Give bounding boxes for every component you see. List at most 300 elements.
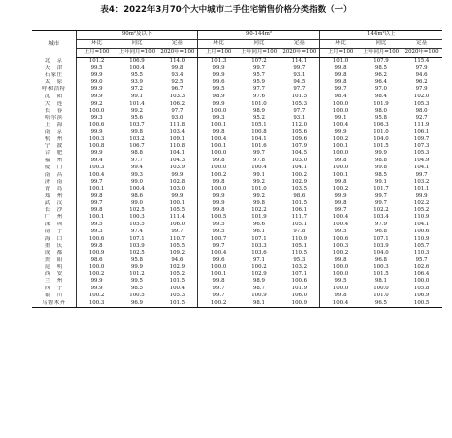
table-row <box>32 165 442 172</box>
index-value: 101.5 <box>169 278 186 285</box>
index-value: 99.1 <box>130 93 143 100</box>
table-row <box>32 136 442 143</box>
index-value: 99.1 <box>374 178 387 185</box>
index-value: 99.7 <box>374 200 387 207</box>
city-name: 乌鲁木齐 <box>32 300 76 308</box>
index-value: 98.0 <box>415 107 428 114</box>
index-value: 100.4 <box>320 122 361 129</box>
index-value: 99.8 <box>198 158 239 165</box>
subheader-mom: 环比 <box>320 40 361 49</box>
index-value: 99.9 <box>198 65 239 72</box>
index-value: 105.2 <box>169 271 186 278</box>
index-value: 99.9 <box>171 193 184 199</box>
index-value: 101.7 <box>373 185 389 192</box>
index-value: 96.8 <box>374 228 387 235</box>
index-value: 99.9 <box>76 150 117 157</box>
index-value: 109.7 <box>413 136 430 143</box>
index-value: 99.5 <box>320 229 361 236</box>
city-name: 济 南 <box>44 178 63 185</box>
index-value: 92.7 <box>415 114 428 121</box>
index-value: 99.3 <box>198 115 239 122</box>
index-value: 100.0 <box>320 150 361 157</box>
index-value: 114.1 <box>291 57 308 64</box>
index-value: 101.5 <box>373 271 389 278</box>
index-value: 99.6 <box>198 79 239 86</box>
index-value: 99.5 <box>198 86 239 93</box>
index-value: 99.8 <box>320 179 361 186</box>
table-row <box>32 236 442 243</box>
index-value: 99.8 <box>198 179 239 186</box>
index-value: 102.8 <box>169 178 186 185</box>
table-row <box>32 300 442 308</box>
index-value: 100.4 <box>129 65 145 71</box>
index-value: 114.0 <box>169 57 186 64</box>
index-value: 100.3 <box>320 243 361 250</box>
index-value: 106.2 <box>169 100 186 107</box>
index-value: 97.8 <box>252 157 265 164</box>
index-value: 100.3 <box>129 214 145 221</box>
index-value: 99.8 <box>76 193 117 200</box>
unit-label: 上月=100 <box>198 49 239 58</box>
index-value: 98.9 <box>252 278 265 285</box>
index-value: 100.4 <box>169 285 186 292</box>
index-value: 109.6 <box>291 136 308 143</box>
index-value: 95.8 <box>374 114 387 121</box>
index-value: 106.4 <box>413 271 430 278</box>
index-value: 97.7 <box>293 107 306 114</box>
group-header-medium: 90-144m² <box>198 31 320 40</box>
index-value: 102.2 <box>413 200 430 207</box>
index-value: 100.3 <box>76 300 117 308</box>
index-value: 111.8 <box>169 121 186 128</box>
index-value: 103.5 <box>291 185 308 192</box>
table-row <box>32 179 442 186</box>
index-value: 101.2 <box>129 271 145 278</box>
index-value: 99.1 <box>252 171 265 178</box>
city-name: 西 安 <box>44 271 63 278</box>
index-value: 105.2 <box>413 207 430 214</box>
index-value: 94.5 <box>293 79 306 86</box>
index-value: 96.7 <box>171 86 184 93</box>
index-value: 100.2 <box>76 271 117 278</box>
index-value: 100.0 <box>413 278 430 285</box>
unit-label: 上月=100 <box>320 49 361 58</box>
index-value: 100.4 <box>76 172 117 179</box>
index-value: 102.0 <box>413 93 430 100</box>
index-value: 95.9 <box>252 79 265 86</box>
index-value: 100.0 <box>198 264 239 271</box>
table-row <box>32 65 442 72</box>
index-value: 99.7 <box>320 207 361 214</box>
index-value: 103.0 <box>291 157 308 164</box>
index-value: 99.7 <box>76 179 117 186</box>
index-value: 96.5 <box>361 300 402 308</box>
index-value: 99.8 <box>252 200 265 207</box>
index-value: 100.4 <box>198 250 239 257</box>
index-value: 100.4 <box>320 214 361 221</box>
table-row <box>32 94 442 101</box>
index-value: 98.7 <box>252 285 265 292</box>
table-title: 表4：2022年3月70个大中城市二手住宅销售价格分类指数（一） <box>100 5 352 15</box>
index-value: 109.2 <box>169 249 186 256</box>
index-value: 96.4 <box>374 79 387 86</box>
index-value: 111.4 <box>169 214 186 221</box>
index-value: 112.0 <box>291 121 308 128</box>
index-value: 110.7 <box>169 235 186 242</box>
index-value: 98.6 <box>76 257 117 264</box>
unit-label: 上年同月=100 <box>117 49 158 58</box>
index-value: 102.2 <box>251 207 267 214</box>
index-value: 98.4 <box>320 94 361 101</box>
index-value: 103.9 <box>373 242 389 249</box>
index-value: 106.3 <box>373 121 389 128</box>
index-value: 98.1 <box>239 300 280 308</box>
index-value: 99.6 <box>198 257 239 264</box>
unit-label: 上年同月=100 <box>361 49 402 58</box>
index-value: 104.3 <box>169 157 186 164</box>
index-value: 99.2 <box>252 178 265 185</box>
table-row <box>32 222 442 229</box>
index-value: 104.1 <box>413 221 430 228</box>
table-row <box>32 122 442 129</box>
index-value: 103.4 <box>169 129 186 135</box>
index-value: 99.9 <box>76 286 117 293</box>
table-row <box>32 243 442 250</box>
index-value: 100.2 <box>320 136 361 143</box>
index-value: 109.1 <box>169 136 186 143</box>
index-value: 99.4 <box>76 158 117 165</box>
index-value: 107.1 <box>129 235 145 242</box>
index-value: 100.3 <box>76 165 117 172</box>
index-value: 107.3 <box>413 143 430 150</box>
index-value: 104.0 <box>373 136 389 143</box>
index-value: 100.1 <box>198 271 239 278</box>
city-name: 长 沙 <box>44 207 63 214</box>
index-value: 99.8 <box>76 207 117 214</box>
city-name: 银 川 <box>44 292 63 299</box>
index-value: 100.7 <box>198 236 239 243</box>
index-value: 101.9 <box>251 214 267 221</box>
table-row <box>32 58 442 66</box>
index-value: 104.0 <box>373 249 389 256</box>
index-value: 103.9 <box>169 164 186 171</box>
index-value: 101.0 <box>251 100 267 107</box>
index-value: 102.6 <box>413 264 430 271</box>
index-value: 95.5 <box>130 72 143 79</box>
index-value: 100.6 <box>413 228 430 235</box>
unit-label: 上年同月=100 <box>239 49 280 58</box>
price-index-table <box>32 30 442 308</box>
index-value: 107.2 <box>251 57 267 64</box>
index-value: 99.7 <box>374 193 387 199</box>
index-value: 100.6 <box>76 122 117 129</box>
index-value: 99.0 <box>130 178 143 185</box>
index-value: 99.9 <box>76 72 117 79</box>
index-value: 99.8 <box>320 72 361 79</box>
city-name: 成 都 <box>44 249 63 256</box>
index-value: 100.2 <box>320 186 361 193</box>
index-value: 100.0 <box>76 264 117 271</box>
city-name: 北 京 <box>44 57 63 64</box>
city-column-header: 城市 <box>32 31 76 58</box>
index-value: 100.1 <box>169 200 186 207</box>
index-value: 101.6 <box>251 143 267 150</box>
index-value: 100.9 <box>279 300 320 308</box>
index-value: 106.0 <box>291 292 308 299</box>
index-value: 99.5 <box>198 222 239 229</box>
index-value: 99.9 <box>374 150 387 157</box>
table-row <box>32 129 442 136</box>
index-value: 99.8 <box>198 278 239 285</box>
index-value: 100.4 <box>198 136 239 143</box>
city-name: 青 岛 <box>44 185 63 192</box>
index-value: 99.9 <box>76 278 117 285</box>
index-value: 99.3 <box>76 115 117 122</box>
index-value: 99.2 <box>76 101 117 108</box>
index-value: 101.0 <box>373 292 389 299</box>
table-row <box>32 86 442 93</box>
city-name: 太 原 <box>44 79 63 86</box>
index-value: 100.1 <box>320 143 361 150</box>
index-value: 99.5 <box>320 278 361 285</box>
index-value: 100.2 <box>76 293 117 300</box>
index-value: 99.5 <box>76 65 117 72</box>
city-name: 合 肥 <box>44 150 63 157</box>
index-value: 103.2 <box>129 136 145 143</box>
index-value: 102.2 <box>373 207 389 214</box>
index-value: 93.9 <box>130 79 143 86</box>
index-value: 99.9 <box>198 200 239 207</box>
index-value: 100.2 <box>198 172 239 179</box>
index-value: 105.3 <box>291 100 308 107</box>
index-value: 100.0 <box>76 108 117 115</box>
city-name: 杭 州 <box>44 136 63 143</box>
index-value: 101.5 <box>157 300 198 308</box>
index-value: 98.5 <box>130 285 143 292</box>
index-value: 110.8 <box>169 143 186 150</box>
table-row <box>32 108 442 115</box>
index-value: 99.8 <box>171 65 184 71</box>
index-value: 101.0 <box>251 185 267 192</box>
index-value: 103.3 <box>251 242 267 249</box>
index-value: 97.9 <box>415 86 428 93</box>
index-value: 100.5 <box>401 300 442 308</box>
index-value: 105.7 <box>413 242 430 249</box>
index-value: 100.1 <box>76 214 117 221</box>
index-value: 94.6 <box>171 257 184 263</box>
index-value: 98.5 <box>374 65 387 71</box>
city-name: 沈 阳 <box>44 93 63 100</box>
index-value: 110.5 <box>291 249 308 256</box>
index-value: 99.7 <box>76 200 117 207</box>
index-value: 95.2 <box>252 114 265 121</box>
index-value: 100.9 <box>251 292 267 299</box>
city-name: 深 圳 <box>44 221 63 228</box>
index-value: 106.9 <box>413 292 430 299</box>
index-value: 100.4 <box>129 185 145 192</box>
index-value: 99.8 <box>198 207 239 214</box>
city-name: 天 津 <box>44 65 63 71</box>
index-value: 102.9 <box>169 264 186 271</box>
index-value: 107.9 <box>291 143 308 150</box>
city-name: 南 宁 <box>44 228 63 235</box>
city-name: 南 昌 <box>44 171 63 178</box>
index-value: 98.8 <box>130 150 143 157</box>
index-value: 104.5 <box>291 150 308 157</box>
index-value: 100.4 <box>320 300 361 308</box>
subheader-mom: 环比 <box>76 40 117 49</box>
table-row <box>32 72 442 79</box>
index-value: 100.1 <box>76 186 117 193</box>
index-value: 97.7 <box>171 107 184 114</box>
table-row <box>32 207 442 214</box>
index-value: 101.1 <box>413 185 430 192</box>
index-value: 105.5 <box>169 242 186 249</box>
index-value: 99.8 <box>320 257 361 264</box>
city-name: 武 汉 <box>44 200 63 207</box>
index-value: 104.9 <box>413 157 430 164</box>
unit-label: 2020年=100 <box>157 49 198 58</box>
index-value: 95.7 <box>252 72 265 79</box>
index-value: 99.7 <box>198 286 239 293</box>
index-value: 99.7 <box>198 293 239 300</box>
index-value: 99.0 <box>130 200 143 207</box>
index-value: 98.5 <box>374 171 387 178</box>
index-value: 99.9 <box>76 86 117 93</box>
index-value: 100.8 <box>76 143 117 150</box>
index-value: 100.0 <box>198 165 239 172</box>
index-value: 105.3 <box>413 100 430 107</box>
index-value: 100.2 <box>198 300 239 308</box>
index-value: 99.5 <box>198 229 239 236</box>
index-value: 105.5 <box>169 207 186 214</box>
index-value: 99.9 <box>198 193 239 200</box>
index-value: 103.6 <box>251 249 267 256</box>
index-value: 106.7 <box>129 143 145 150</box>
index-value: 105.1 <box>251 121 267 128</box>
index-value: 97.7 <box>293 86 306 93</box>
index-value: 99.9 <box>198 72 239 79</box>
index-value: 110.9 <box>413 235 430 242</box>
index-value: 100.8 <box>251 129 267 135</box>
index-value: 101.9 <box>373 100 389 107</box>
index-value: 98.6 <box>130 193 143 199</box>
index-value: 104.1 <box>413 164 430 171</box>
index-value: 100.5 <box>198 214 239 221</box>
table-row <box>32 143 442 150</box>
unit-label: 2020年=100 <box>279 49 320 58</box>
index-value: 100.0 <box>320 264 361 271</box>
index-value: 100.6 <box>291 278 308 285</box>
table-row <box>32 101 442 108</box>
subheader-base: 定基 <box>279 40 320 49</box>
index-value: 99.9 <box>130 264 143 271</box>
index-value: 99.8 <box>320 158 361 165</box>
index-value: 101.0 <box>373 129 389 135</box>
index-value: 100.0 <box>320 165 361 172</box>
index-value: 100.1 <box>198 143 239 150</box>
index-value: 97.7 <box>130 157 143 164</box>
city-name: 宁 波 <box>44 143 63 150</box>
index-value: 100.0 <box>198 150 239 157</box>
index-value: 99.2 <box>130 107 143 114</box>
index-value: 102.5 <box>129 207 145 214</box>
index-value: 100.4 <box>251 164 267 171</box>
subheader-base: 定基 <box>401 40 442 49</box>
index-value: 97.6 <box>252 93 265 100</box>
index-value: 95.8 <box>130 257 143 263</box>
index-value: 93.1 <box>293 114 306 121</box>
index-value: 100.0 <box>198 186 239 193</box>
index-value: 92.5 <box>171 79 184 86</box>
index-value: 107.1 <box>251 235 267 242</box>
group-header-small: 90m²及以下 <box>76 31 198 40</box>
index-value: 101.5 <box>373 143 389 150</box>
index-value: 97.8 <box>293 228 306 235</box>
index-value: 98.0 <box>374 107 387 114</box>
city-name: 福 州 <box>44 157 63 164</box>
index-value: 99.4 <box>130 164 143 171</box>
index-value: 95.6 <box>130 114 143 121</box>
index-value: 97.7 <box>252 86 265 93</box>
city-name: 石家庄 <box>44 72 63 79</box>
index-value: 99.7 <box>252 150 265 157</box>
index-value: 102.9 <box>251 271 267 278</box>
index-value: 100.0 <box>320 271 361 278</box>
index-value: 115.4 <box>413 57 430 64</box>
table-row <box>32 172 442 179</box>
index-value: 99.9 <box>320 193 361 200</box>
index-value: 103.7 <box>129 121 145 128</box>
index-value: 99.7 <box>415 171 428 178</box>
index-value: 105.1 <box>291 221 308 228</box>
table-row <box>32 271 442 278</box>
index-value: 99.9 <box>76 129 117 136</box>
city-name: 长 春 <box>44 107 63 114</box>
index-value: 99.9 <box>415 193 428 199</box>
city-name: 广 州 <box>44 214 63 221</box>
index-value: 105.5 <box>129 221 145 228</box>
index-value: 99.8 <box>320 293 361 300</box>
index-value: 101.3 <box>198 58 239 66</box>
table-row <box>32 250 442 257</box>
index-value: 98.8 <box>374 157 387 164</box>
index-value: 103.4 <box>373 214 389 221</box>
index-value: 106.0 <box>169 221 186 228</box>
index-value: 100.2 <box>320 250 361 257</box>
index-value: 101.5 <box>291 200 308 207</box>
index-value: 104.1 <box>251 136 267 143</box>
unit-label: 上月=100 <box>76 49 117 58</box>
city-name: 海 口 <box>44 235 63 242</box>
index-value: 99.8 <box>320 79 361 86</box>
index-value: 100.0 <box>198 108 239 115</box>
table-row <box>32 229 442 236</box>
index-value: 97.4 <box>130 228 143 235</box>
table-row <box>32 150 442 157</box>
table-row <box>32 79 442 86</box>
index-value: 100.0 <box>320 101 361 108</box>
index-value: 105.3 <box>169 292 186 299</box>
index-value: 97.2 <box>130 86 143 93</box>
index-value: 105.3 <box>413 150 430 157</box>
index-value: 99.9 <box>320 129 361 136</box>
index-value: 102.9 <box>291 178 308 185</box>
index-value: 101.0 <box>320 58 361 66</box>
index-value: 101.4 <box>129 100 145 107</box>
index-value: 95.3 <box>293 257 306 263</box>
index-value: 103.2 <box>413 178 430 185</box>
